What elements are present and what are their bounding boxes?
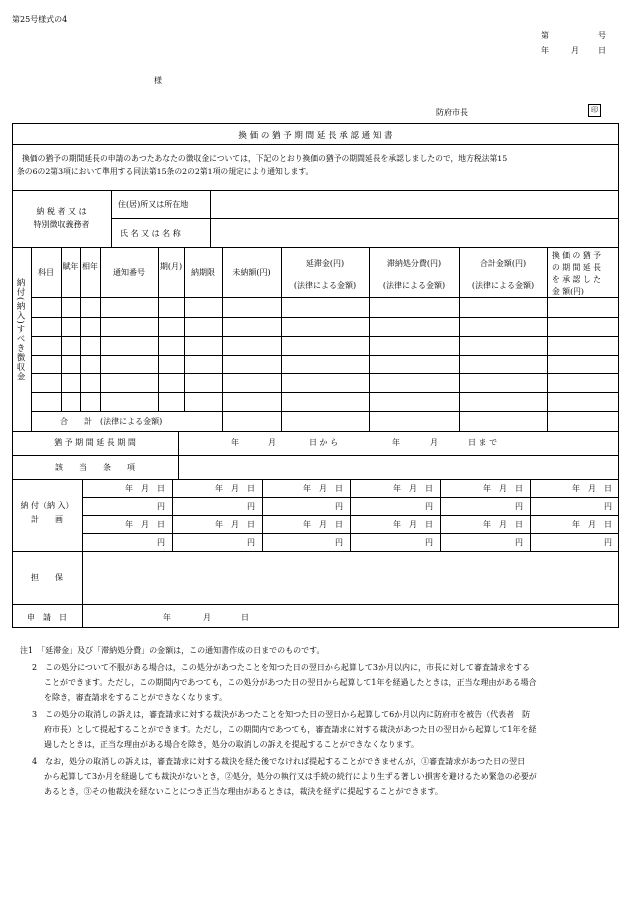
ext-day-until: 日 ま で xyxy=(468,438,498,447)
address-label: 住(居)所又は所在地 xyxy=(118,200,189,209)
plan-date-cell: 年 月 日 xyxy=(303,520,343,529)
clause-label: 該 当 条 項 xyxy=(55,463,135,472)
plan-date-cell: 年 月 日 xyxy=(572,484,612,493)
plan-yen-cell: 円 xyxy=(335,538,343,547)
plan-date-cell: 年 月 日 xyxy=(393,520,433,529)
note-4-line-3: あるとき，③その他裁決を経ないことにつき正当な理由があるときは，裁決を経ずに提起することができます。 xyxy=(44,787,443,796)
plan-date-cell: 年 月 日 xyxy=(572,520,612,529)
col-gokei: 合計金額(円) xyxy=(479,259,527,268)
extension-label: 猶 予 期 間 延 長 期 間 xyxy=(54,438,136,447)
app-year: 年 xyxy=(163,613,171,622)
note-4-line-1: 4 なお，処分の取消しの訴えは，審査請求に対する裁決を経た後でなければ提起することができませんが，①審査請求があつた日の翌日 xyxy=(32,757,526,766)
note-2-line-3: を除き，審査請求をすることができなくなります。 xyxy=(44,693,228,702)
plan-date-cell: 年 月 日 xyxy=(393,484,433,493)
payable-row-line xyxy=(31,392,619,393)
plan-date-cell: 年 月 日 xyxy=(483,520,523,529)
note-4-line-2: から起算して3か月を経過しても裁決がないとき，②処分，処分の執行又は手続の続行により生ずる著しい損害を避けるため緊急の必要が xyxy=(44,772,537,781)
col-nendo: 賦年 xyxy=(62,262,79,271)
plan-label-2: 計 画 xyxy=(31,515,63,524)
payable-row-line xyxy=(31,355,619,356)
payable-row-line xyxy=(31,373,619,374)
ext-month-1: 月 xyxy=(268,438,276,447)
plan-date-cell: 年 月 日 xyxy=(303,484,343,493)
plan-yen-cell: 円 xyxy=(157,502,165,511)
app-date-label: 申 請 日 xyxy=(27,613,67,622)
payable-row-line xyxy=(31,411,619,412)
col-taino: 滞納処分費(円) xyxy=(386,259,442,268)
plan-date-cell: 年 月 日 xyxy=(483,484,523,493)
issuer: 防府市長 xyxy=(436,108,468,117)
security-label: 担 保 xyxy=(31,573,63,582)
intro-line-1: 換価の猶予の期間延長の申請のあつたあなたの徴収金については，下記のとおり換価の猶予の期間延長を承認しましたので，地方税法第15 xyxy=(22,154,508,163)
doc-no-dai: 第 xyxy=(541,31,549,40)
plan-yen-cell: 円 xyxy=(515,538,523,547)
form-number: 第25号様式の4 xyxy=(12,15,68,24)
payable-row-line xyxy=(31,336,619,337)
plan-yen-cell: 円 xyxy=(425,538,433,547)
col-ki: 期(月) xyxy=(159,262,183,271)
form-title: 換 価 の 猶 予 期 間 延 長 承 認 通 知 書 xyxy=(238,131,393,141)
note-2-line-1: 2 この処分について不服がある場合は，この処分があつたことを知つた日の翌日から起算して3か月以内に，市長に対して審査請求をする xyxy=(32,663,531,672)
date-month: 月 xyxy=(571,46,579,55)
col-gokei-sub: (法律による金額) xyxy=(471,281,535,290)
app-month: 月 xyxy=(203,613,211,622)
app-day: 日 xyxy=(241,613,249,622)
plan-yen-cell: 円 xyxy=(157,538,165,547)
payable-vertical-label: 納付(納入)すべき徴収金 xyxy=(15,278,25,382)
ext-month-2: 月 xyxy=(430,438,438,447)
plan-date-cell: 年 月 日 xyxy=(215,484,255,493)
col-so: 相年 xyxy=(82,262,98,271)
note-3-line-2: 府市長）として提起することができます。ただし，この期間内であつても，審査請求に対する裁決があつた日の翌日から起算して1年を経 xyxy=(44,725,537,734)
name-label: 氏 名 又 は 名 称 xyxy=(120,229,181,238)
col-nokigen: 納期限 xyxy=(191,268,215,277)
ext-day-from: 日 か ら xyxy=(309,438,339,447)
col-tsuchi: 通知番号 xyxy=(113,268,145,277)
payable-row-line xyxy=(31,317,619,318)
taxpayer-label-1: 納 税 者 又 は xyxy=(36,207,87,216)
plan-yen-cell: 円 xyxy=(425,502,433,511)
plan-yen-cell: 円 xyxy=(604,538,612,547)
col-minou: 未納額(円) xyxy=(232,268,271,277)
plan-yen-cell: 円 xyxy=(335,502,343,511)
plan-yen-cell: 円 xyxy=(247,538,255,547)
plan-yen-cell: 円 xyxy=(247,502,255,511)
plan-yen-cell: 円 xyxy=(604,502,612,511)
note-2-line-2: ことができます。ただし，この期間内であつても，この処分があつた日の翌日から起算して1年を経過したときは，正当な理由がある場合 xyxy=(44,678,537,687)
taxpayer-label-2: 特別徴収義務者 xyxy=(33,220,90,229)
total-label: 合 計 (法律による金額) xyxy=(60,417,163,426)
intro-line-2: 条の6の2第3項において準用する同法第15条の2の2第1項の規定により通知します。 xyxy=(17,167,314,176)
plan-date-cell: 年 月 日 xyxy=(215,520,255,529)
col-entai-sub: (法律による金額) xyxy=(293,281,357,290)
note-3-line-3: 過したときは，正当な理由がある場合を除き，処分の取消しの訴えを提起することができなくなります。 xyxy=(44,740,420,749)
note-1: 注1 「延滞金」及び「滞納処分費」の金額は，この通知書作成の日までのものです。 xyxy=(20,646,325,655)
ext-year-2: 年 xyxy=(392,438,400,447)
addressee-sama: 様 xyxy=(154,76,162,85)
note-3-line-1: 3 この処分の取消しの訴えは，審査請求に対する裁決があつたことを知つた日の翌日から起算して6か月以内に防府市を被告（代表者 防 xyxy=(32,710,531,719)
ext-year-1: 年 xyxy=(231,438,239,447)
col-kamoku: 科目 xyxy=(38,268,54,277)
col-taino-sub: (法律による金額) xyxy=(382,281,446,290)
form-frame xyxy=(12,123,619,628)
date-day: 日 xyxy=(598,46,606,55)
plan-yen-cell: 円 xyxy=(515,502,523,511)
col-entai: 延滞金(円) xyxy=(305,259,345,268)
col-shonin: 換 価 の 猶 予 の 期 間 延 長 を 承 認 し た 金 額(円) xyxy=(552,251,601,296)
plan-date-cell: 年 月 日 xyxy=(125,484,165,493)
seal-box: 印 xyxy=(588,104,601,117)
date-year: 年 xyxy=(541,46,549,55)
plan-date-cell: 年 月 日 xyxy=(125,520,165,529)
doc-no-go: 号 xyxy=(598,31,606,40)
plan-label-1: 納 付（納 入） xyxy=(20,501,74,510)
